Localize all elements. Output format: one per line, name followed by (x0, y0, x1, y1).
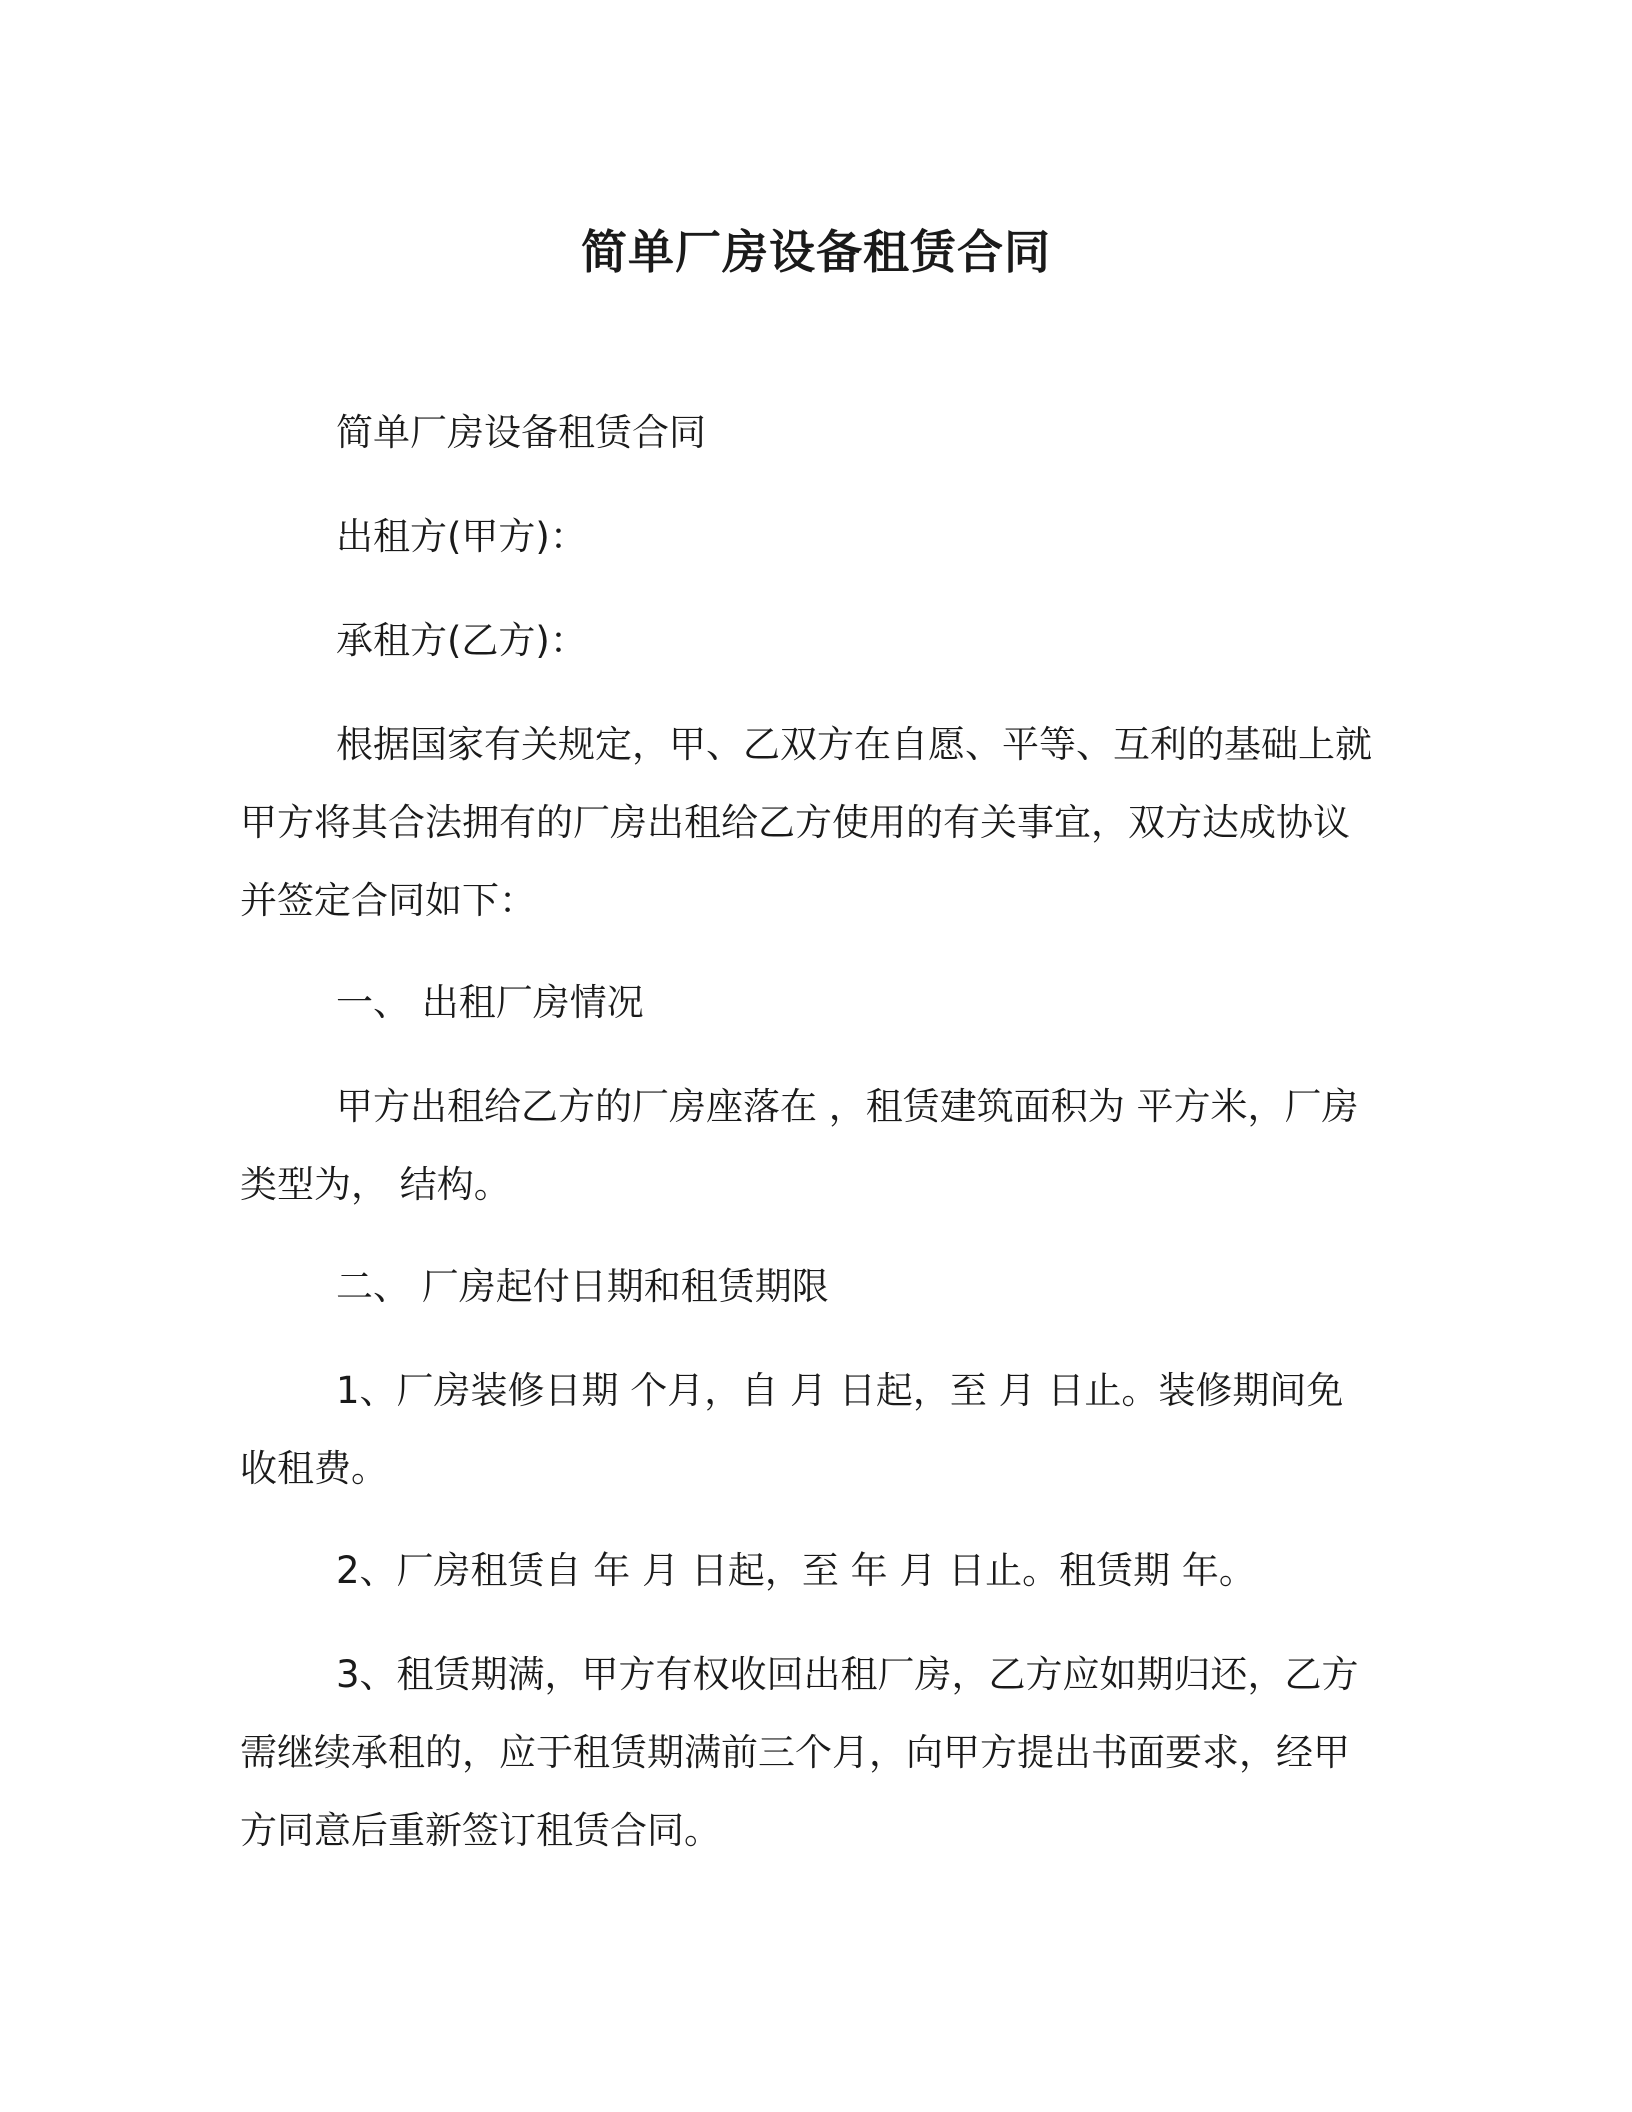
section-heading-2: 二、 厂房起付日期和租赁期限 (336, 1265, 829, 1308)
paragraph-lessor: 出租方(甲方)： (336, 515, 587, 558)
paragraph-subtitle: 简单厂房设备租赁合同 (336, 411, 706, 454)
paragraph-clause-1: 1、厂房装修日期 个月，自 月 日起，至 月 日止。装修期间免收租费。 (240, 1369, 1344, 1490)
paragraph-lessee: 承租方(乙方)： (336, 619, 587, 662)
paragraph-preamble: 根据国家有关规定，甲、乙双方在自愿、平等、互利的基础上就甲方将其合法拥有的厂房出租给乙方使用的有关事宜，双方达成协议并签定合同如下： (240, 723, 1372, 922)
paragraph-clause-3: 3、租赁期满，甲方有权收回出租厂房，乙方应如期归还，乙方需继续承租的，应于租赁期满前三个月，向甲方提出书面要求，经甲方同意后重新签订租赁合同。 (240, 1653, 1359, 1852)
paragraph-clause-2: 2、厂房租赁自 年 月 日起，至 年 月 日止。租赁期 年。 (336, 1549, 1256, 1592)
section-heading-1: 一、 出租厂房情况 (336, 981, 644, 1024)
paragraph-premises: 甲方出租给乙方的厂房座落在 ，租赁建筑面积为 平方米，厂房类型为， 结构。 (240, 1085, 1359, 1206)
document-body (240, 394, 1380, 1894)
document-title: 简单厂房设备租赁合同 (581, 225, 1051, 279)
